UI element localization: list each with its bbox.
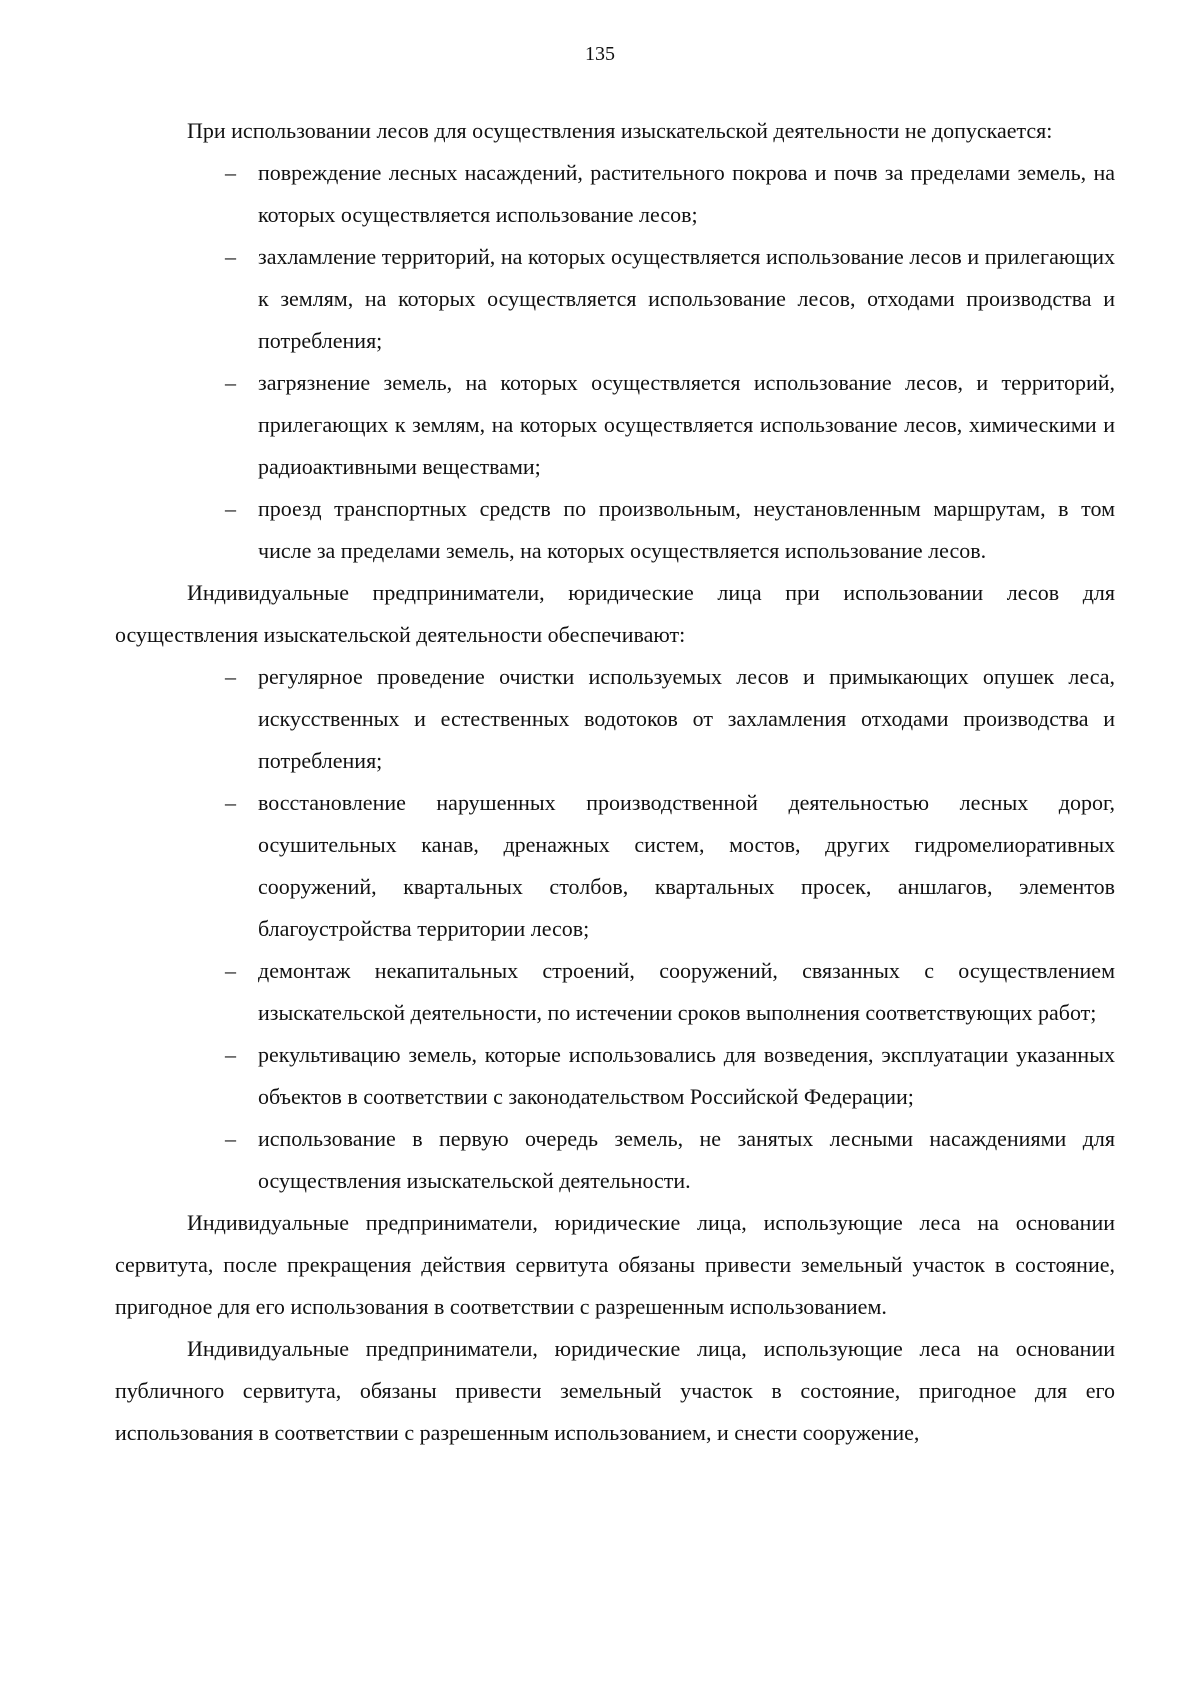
dash-marker: – (225, 160, 236, 185)
bullet-list (115, 656, 1115, 1202)
list-item (115, 656, 1115, 782)
list-item-text: демонтаж некапитальных строений, сооружений, связанных с осуществлением изыскательской деятельности, по истечении сроков выполнения соответствующих работ; (258, 958, 1115, 1025)
list-item-text: захламление территорий, на которых осуществляется использование лесов и прилегающих к землям, на которых осуществляется использование лесов, отходами производства и потребления; (258, 244, 1115, 353)
dash-marker: – (225, 958, 236, 983)
list-item (115, 782, 1115, 950)
list-item (115, 362, 1115, 488)
list-item (115, 152, 1115, 236)
list-item (115, 950, 1115, 1034)
list-item (115, 1118, 1115, 1202)
list-item (115, 236, 1115, 362)
page-number: 135 (585, 43, 615, 65)
list-item-text: использование в первую очередь земель, не занятых лесными насаждениями для осуществления изыскательской деятельности. (258, 1126, 1115, 1193)
list-item-text: загрязнение земель, на которых осуществляется использование лесов, и территорий, прилегающих к землям, на которых осуществляется использование лесов, химическими и радиоактивными веществами; (258, 370, 1115, 479)
list-item (115, 488, 1115, 572)
paragraph: Индивидуальные предприниматели, юридические лица, использующие леса на основании сервитута, после прекращения действия сервитута обязаны привести земельный участок в состояние, пригодное для его использования в соответствии с разрешенным использованием. (115, 1210, 1115, 1319)
list-item-text: восстановление нарушенных производственной деятельностью лесных дорог, осушительных канав, дренажных систем, мостов, других гидромелиоративных сооружений, квартальных столбов, квартальных просек, аншлагов, элементов благоустройства территории лесов; (258, 790, 1115, 941)
list-item (115, 1034, 1115, 1118)
paragraph: Индивидуальные предприниматели, юридические лица, использующие леса на основании публичного сервитута, обязаны привести земельный участок в состояние, пригодное для его использования в соответствии с разрешенным использованием, и снести сооружение, (115, 1336, 1115, 1445)
dash-marker: – (225, 1126, 236, 1151)
list-item-text: проезд транспортных средств по произвольным, неустановленным маршрутам, в том числе за пределами земель, на которых осуществляется использование лесов. (258, 496, 1115, 563)
dash-marker: – (225, 370, 236, 395)
list-item-text: регулярное проведение очистки используемых лесов и примыкающих опушек леса, искусственных и естественных водотоков от захламления отходами производства и потребления; (258, 664, 1115, 773)
dash-marker: – (225, 664, 236, 689)
list-item-text: рекультивацию земель, которые использовались для возведения, эксплуатации указанных объектов в соответствии с законодательством Российской Федерации; (258, 1042, 1115, 1109)
dash-marker: – (225, 1042, 236, 1067)
document-body (115, 110, 1115, 1454)
dash-marker: – (225, 244, 236, 269)
dash-marker: – (225, 496, 236, 521)
bullet-list (115, 152, 1115, 572)
paragraph: Индивидуальные предприниматели, юридические лица при использовании лесов для осуществления изыскательской деятельности обеспечивают: (115, 580, 1115, 647)
dash-marker: – (225, 790, 236, 815)
paragraph: При использовании лесов для осуществления изыскательской деятельности не допускается: (187, 118, 1053, 143)
list-item-text: повреждение лесных насаждений, растительного покрова и почв за пределами земель, на которых осуществляется использование лесов; (258, 160, 1115, 227)
